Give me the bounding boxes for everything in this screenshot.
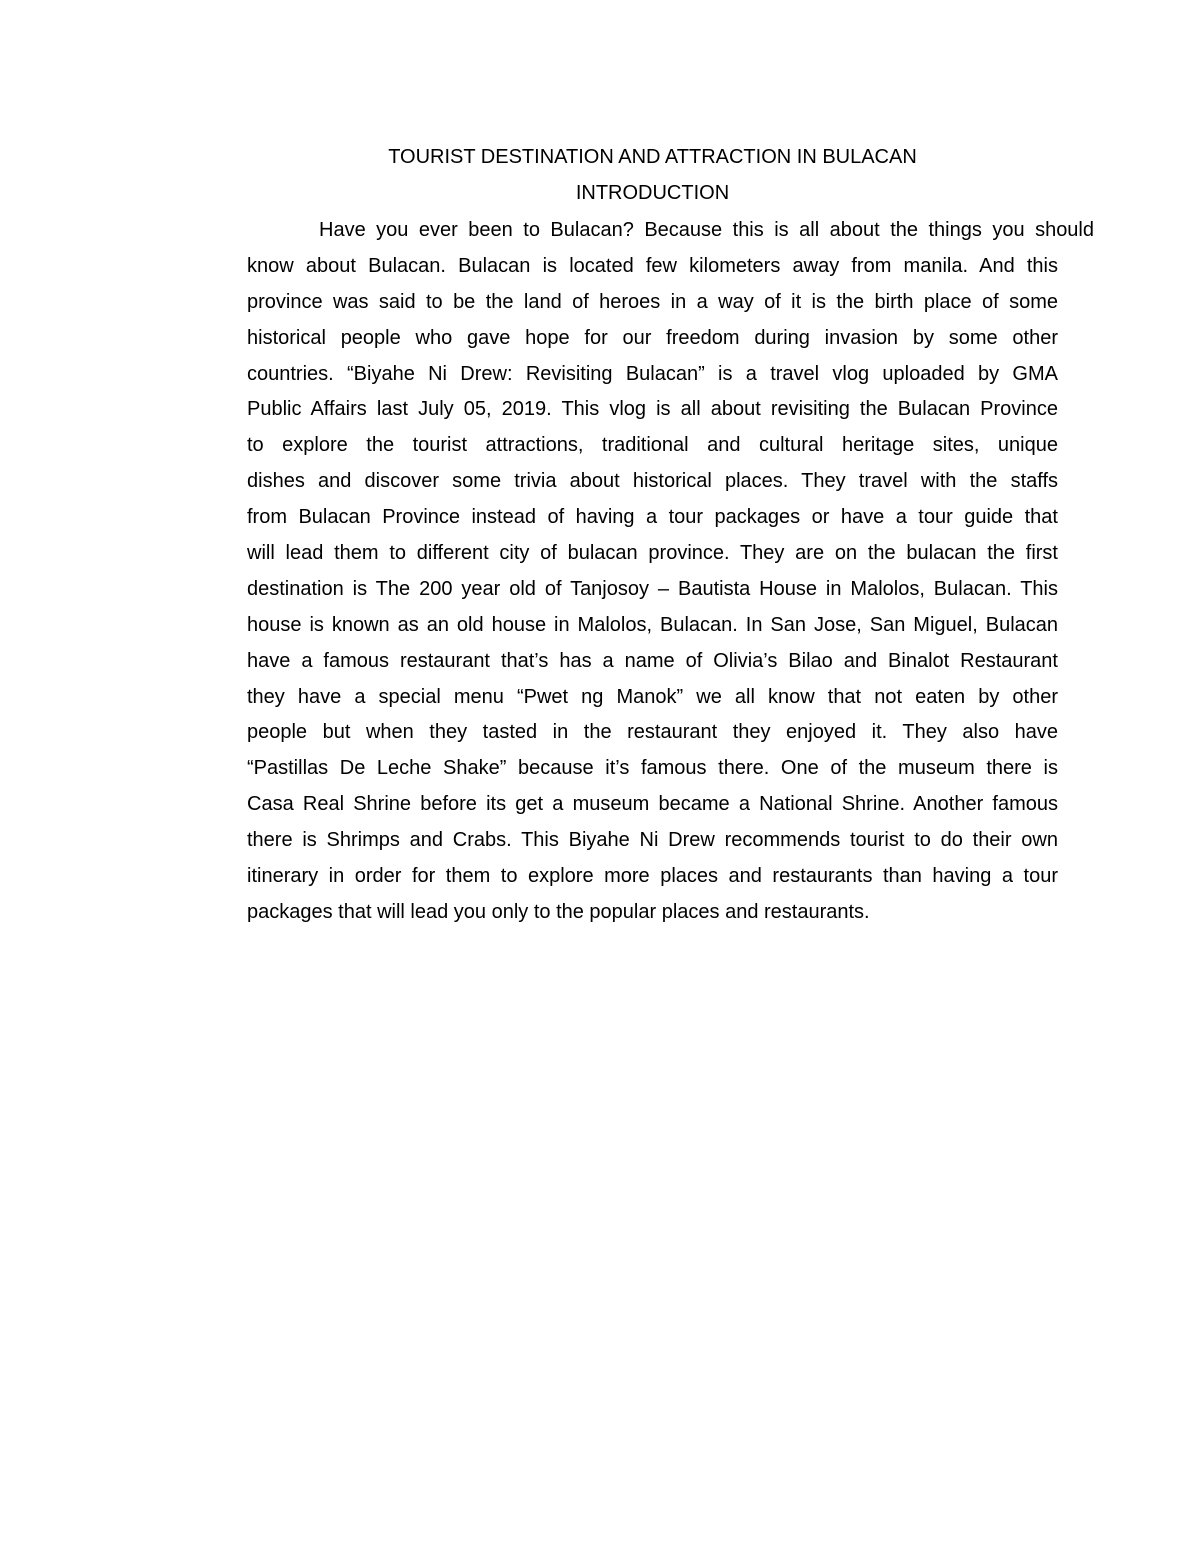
introduction-paragraph	[247, 213, 1094, 931]
paragraph-line: province was said to be the land of heroes in a way of it is the birth place of some	[247, 290, 1058, 313]
paragraph-line: from Bulacan Province instead of having a tour packages or have a tour guide that	[247, 506, 1058, 529]
paragraph-line: itinerary in order for them to explore more places and restaurants than having a tour	[247, 865, 1058, 888]
paragraph-line: Have you ever been to Bulacan? Because this is all about the things you should	[319, 219, 1094, 241]
paragraph-line: historical people who gave hope for our freedom during invasion by some other	[247, 326, 1058, 349]
section-heading-introduction: INTRODUCTION	[575, 182, 730, 204]
document-title: TOURIST DESTINATION AND ATTRACTION IN BULACAN	[388, 146, 917, 168]
paragraph-line: packages that will lead you only to the popular places and restaurants.	[247, 900, 870, 923]
paragraph-line: countries. “Biyahe Ni Drew: Revisiting Bulacan” is a travel vlog uploaded by GMA	[247, 362, 1058, 385]
paragraph-line: dishes and discover some trivia about historical places. They travel with the staffs	[247, 470, 1058, 493]
paragraph-line: Casa Real Shrine before its get a museum became a National Shrine. Another famous	[247, 793, 1058, 816]
paragraph-line: destination is The 200 year old of Tanjosoy – Bautista House in Malolos, Bulacan. This	[247, 577, 1058, 600]
paragraph-line: know about Bulacan. Bulacan is located few kilometers away from manila. And this	[247, 254, 1058, 277]
paragraph-line: house is known as an old house in Malolos, Bulacan. In San Jose, San Miguel, Bulacan	[247, 613, 1058, 636]
document-body	[247, 142, 1094, 931]
paragraph-line: they have a special menu “Pwet ng Manok” we all know that not eaten by other	[247, 685, 1058, 708]
paragraph-line: have a famous restaurant that’s has a name of Olivia’s Bilao and Binalot Restaurant	[247, 649, 1058, 672]
paragraph-line: there is Shrimps and Crabs. This Biyahe Ni Drew recommends tourist to do their own	[247, 829, 1058, 852]
paragraph-line: to explore the tourist attractions, traditional and cultural heritage sites, unique	[247, 434, 1058, 457]
paragraph-line: “Pastillas De Leche Shake” because it’s famous there. One of the museum there is	[247, 757, 1058, 780]
paragraph-line: people but when they tasted in the restaurant they enjoyed it. They also have	[247, 721, 1058, 744]
paragraph-line: will lead them to different city of bulacan province. They are on the bulacan the first	[247, 542, 1058, 565]
paragraph-line: Public Affairs last July 05, 2019. This vlog is all about revisiting the Bulacan Province	[247, 398, 1058, 421]
